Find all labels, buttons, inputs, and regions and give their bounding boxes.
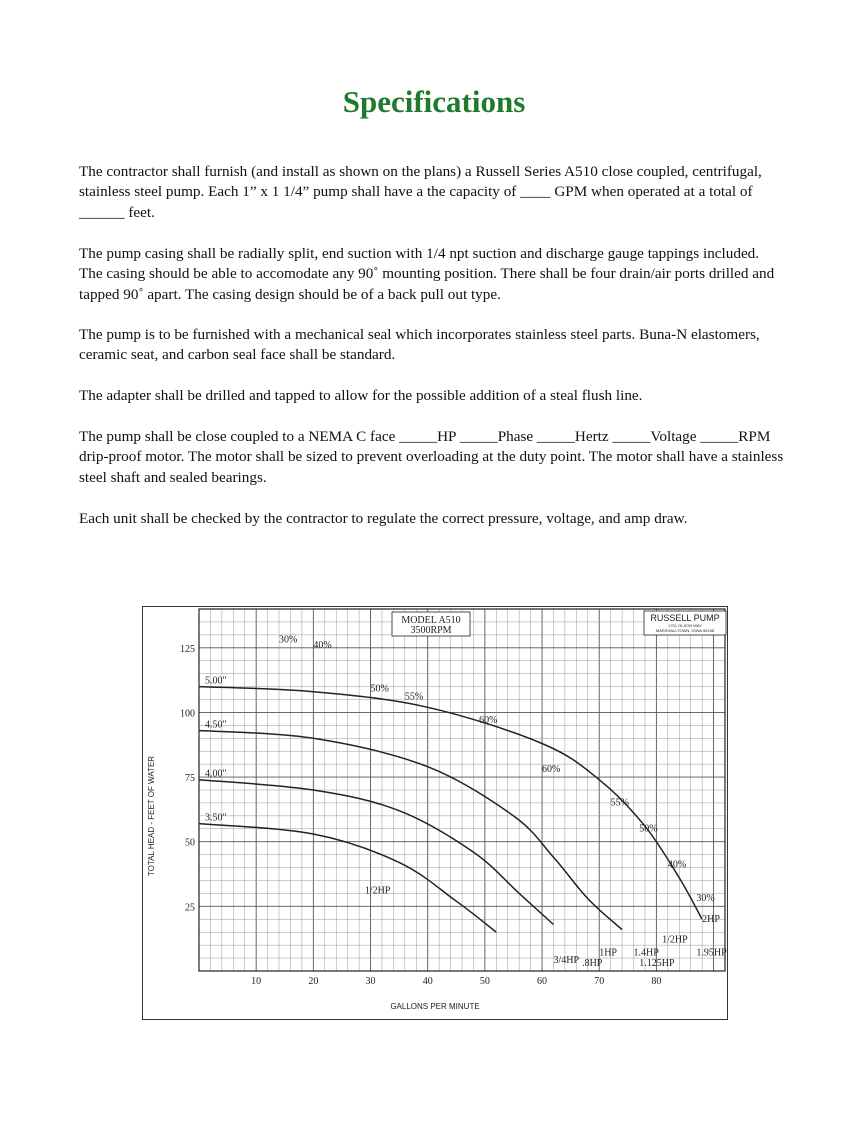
motor-paragraph: The pump shall be close coupled to a NEMA C face _____HP _____Phase _____Hertz _____Voltage _____RPM drip-proof motor. The motor shall be sized to prevent overloading at the duty point. The motor shall have a stainless steel shaft and sealed bearings. <box>79 428 784 486</box>
chart-title: MODEL A510 <box>401 615 461 626</box>
casing-paragraph: The pump casing shall be radially split, end suction with 1/4 npt suction and discharge gauge tappings included. The casing should be able to accomodate any 90˚ mounting position. There shall be four drain/air ports drilled and tapped 90˚ apart. The casing design should be of a back pull out type. <box>79 245 775 303</box>
adapter-paragraph: The adapter shall be drilled and tapped to allow for the possible addition of a steal flush line. <box>79 387 643 404</box>
horsepower-label: 1HP <box>599 947 618 959</box>
x-tick-label: 80 <box>651 976 662 987</box>
horsepower-label: 1/2HP <box>364 885 391 897</box>
horsepower-label: 1.125HP <box>639 957 675 969</box>
efficiency-label: 40% <box>313 639 332 651</box>
seal-paragraph: The pump is to be furnished with a mechanical seal which incorporates stainless steel parts. Buna-N elastomers, ceramic seat, and carbon seal face shall be standard. <box>79 326 760 364</box>
efficiency-label: 60% <box>542 763 561 775</box>
horsepower-label: 1.4HP <box>633 947 659 959</box>
horsepower-label: 1/2HP <box>662 934 688 946</box>
intro-paragraph: The contractor shall furnish (and install as shown on the plans) a Russell Series A510 close coupled, centrifugal, stainless steel pump. Each 1” x 1 1/4” pump shall have a the capacity of ____ GPM when operated at a total of ______ feet. <box>79 163 762 221</box>
efficiency-label: 50% <box>639 823 658 835</box>
x-tick-label: 70 <box>594 976 605 987</box>
impeller-label: 4.00" <box>205 768 227 780</box>
efficiency-label: 50% <box>370 683 389 695</box>
efficiency-label: 55% <box>404 691 424 703</box>
brand-address-line-1: 1701 OLSON WAY <box>668 623 702 628</box>
y-tick-label: 75 <box>185 773 195 785</box>
impeller-label: 4.50" <box>205 719 227 731</box>
y-tick-label: 25 <box>185 902 195 914</box>
y-tick-label: 50 <box>185 837 195 849</box>
x-axis-label: GALLONS PER MINUTE <box>390 1002 480 1011</box>
horsepower-label: .8HP <box>582 957 603 969</box>
x-tick-label: 20 <box>308 976 319 987</box>
x-tick-label: 10 <box>251 976 262 987</box>
impeller-label: 3.50" <box>205 812 227 824</box>
efficiency-label: 30% <box>696 893 715 905</box>
efficiency-label: 60% <box>479 714 498 726</box>
efficiency-label: 55% <box>610 797 629 809</box>
y-tick-label: 100 <box>180 708 195 720</box>
inspection-paragraph: Each unit shall be checked by the contractor to regulate the correct pressure, voltage, and amp draw. <box>79 510 688 527</box>
x-tick-label: 40 <box>422 976 433 987</box>
brand-address-line-2: MARSHALLTOWN, IOWA 50158 <box>655 628 715 633</box>
x-tick-label: 30 <box>365 976 376 987</box>
x-tick-label: 50 <box>479 976 490 987</box>
efficiency-label: 40% <box>667 859 687 871</box>
horsepower-label: 1.95HP <box>696 947 727 959</box>
brand-name: RUSSELL PUMP <box>650 613 720 623</box>
y-axis-label: TOTAL HEAD - FEET OF WATER <box>147 755 156 877</box>
y-tick-label: 125 <box>180 643 195 655</box>
x-tick-label: 60 <box>537 976 548 987</box>
horsepower-label: 3/4HP <box>553 955 580 967</box>
impeller-label: 5.00" <box>205 675 227 687</box>
horsepower-label: 2HP <box>702 913 720 925</box>
pump-performance-chart <box>142 606 728 1021</box>
chart-subtitle: 3500RPM <box>410 625 452 636</box>
page-title: Specifications <box>342 84 526 119</box>
efficiency-label: 30% <box>279 634 298 646</box>
